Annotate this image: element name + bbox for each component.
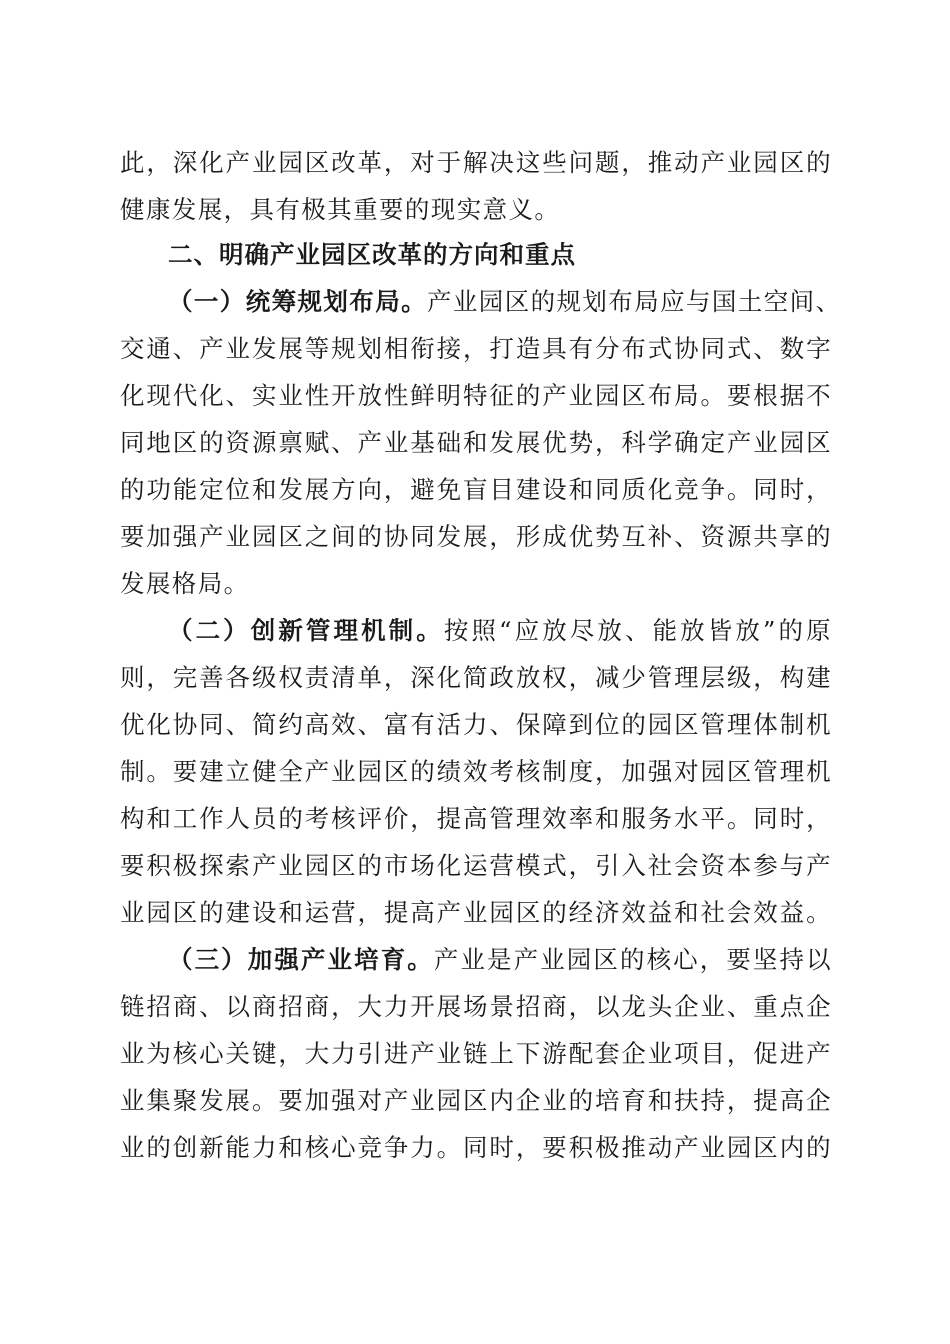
p2-line-5: 构和工作人员的考核评价，提高管理效率和服务水平。同时， — [120, 804, 832, 833]
p2-lead: （二）创新管理机制。 — [168, 616, 444, 645]
p2-line-2: 则，完善各级权责清单，深化简政放权，减少管理层级，构建 — [120, 663, 832, 692]
p2-line-4: 制。要建立健全产业园区的绩效考核制度，加强对园区管理机 — [120, 757, 832, 786]
p3-first-rest: 产业是产业园区的核心，要坚持以 — [433, 945, 832, 974]
p3-line-4: 业集聚发展。要加强对产业园区内企业的培育和扶持，提高企 — [120, 1086, 832, 1115]
p1-line-1 — [168, 284, 842, 320]
p1-line-5: 的功能定位和发展方向，避免盲目建设和同质化竞争。同时， — [120, 475, 832, 504]
p3-lead: （三）加强产业培育。 — [168, 945, 434, 974]
p1-lead: （一）统筹规划布局。 — [168, 287, 427, 316]
p3-line-5: 业的创新能力和核心竞争力。同时，要积极推动产业园区内的 — [120, 1133, 832, 1162]
p2-line-7: 业园区的建设和运营，提高产业园区的经济效益和社会效益。 — [120, 898, 832, 927]
p1-line-3: 化现代化、实业性开放性鲜明特征的产业园区布局。要根据不 — [120, 381, 832, 410]
p2-line-1 — [168, 613, 832, 649]
p3-line-3: 业为核心关键，大力引进产业链上下游配套企业项目，促进产 — [120, 1039, 832, 1068]
p2-line-3: 优化协同、简约高效、富有活力、保障到位的园区管理体制机 — [120, 710, 832, 739]
p1-line-6: 要加强产业园区之间的协同发展，形成优势互补、资源共享的 — [120, 522, 832, 551]
p2-line-6: 要积极探索产业园区的市场化运营模式，引入社会资本参与产 — [120, 851, 832, 880]
p1-line-7: 发展格局。 — [120, 569, 250, 598]
intro-line-2: 健康发展，具有极其重要的现实意义。 — [120, 195, 561, 224]
p1-first-rest: 产业园区的规划布局应与国土空间、 — [427, 287, 842, 316]
p3-line-1 — [168, 942, 832, 978]
p3-line-2: 链招商、以商招商，大力开展场景招商，以龙头企业、重点企 — [120, 992, 832, 1021]
p1-line-2: 交通、产业发展等规划相衔接，打造具有分布式协同式、数字 — [120, 334, 832, 363]
p2-first-rest: 按照“应放尽放、能放皆放”的原 — [443, 616, 832, 645]
p1-line-4: 同地区的资源禀赋、产业基础和发展优势，科学确定产业园区 — [120, 428, 832, 457]
intro-line-1: 此，深化产业园区改革，对于解决这些问题，推动产业园区的 — [120, 148, 832, 177]
section-heading: 二、明确产业园区改革的方向和重点 — [168, 240, 576, 269]
